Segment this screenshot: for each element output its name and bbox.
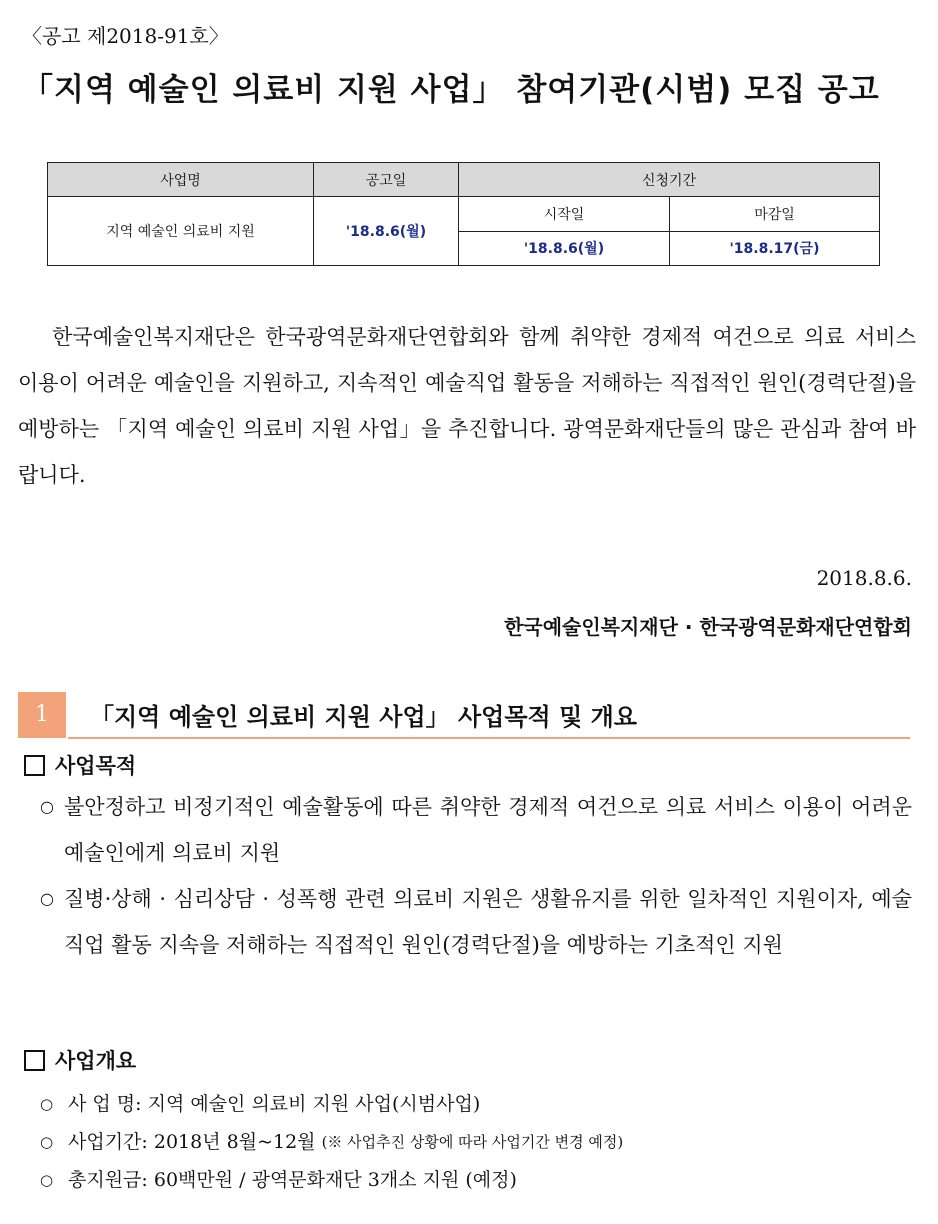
header-project: 사업명 <box>48 163 314 197</box>
header-application-period: 신청기간 <box>459 163 880 197</box>
signature-date: 2018.8.6. <box>816 566 912 590</box>
overview-name-value: 지역 예술인 의료비 지원 사업(시범사업) <box>147 1093 481 1115</box>
purpose-heading-text: 사업목적 <box>55 754 137 778</box>
overview-list <box>40 1085 623 1199</box>
checkbox-square-icon <box>24 755 45 776</box>
intro-text: 한국예술인복지재단은 한국광역문화재단연합회와 함께 취약한 경제적 여건으로 의료 서비스 이용이 어려운 예술인을 지원하고, 지속적인 예술직업 활동을 저해하는 직접적인 원인(경력단절)을 예방하는 「지역 예술인 의료비 지원 사업」을 추진합니다. 광역문화재단들의 많은 관심과 참여 바랍니다. <box>18 325 916 487</box>
cell-end-date: '18.8.17(금) <box>670 231 880 266</box>
list-item <box>40 876 912 968</box>
overview-fund-label: 총지원금: <box>68 1169 148 1191</box>
info-table <box>47 162 880 266</box>
checkbox-square-icon <box>24 1050 45 1071</box>
purpose-bullet-2: 질병·상해 · 심리상담 · 성폭행 관련 의료비 지원은 생활유지를 위한 일차적인 지원이자, 예술직업 활동 지속을 저해하는 직접적인 원인(경력단절)을 예방하는 기초적인 지원 <box>64 887 912 957</box>
overview-name-label: 사 업 명: <box>68 1093 142 1115</box>
circle-bullet-icon: ○ <box>40 1133 54 1151</box>
list-item <box>40 1123 623 1161</box>
overview-fund-value: 60백만원 / 광역문화재단 3개소 지원 (예정) <box>153 1169 517 1191</box>
notice-number: 〈공고 제2018-91호〉 <box>22 24 229 48</box>
header-announce-date: 공고일 <box>314 163 459 197</box>
section-number-badge: 1 <box>18 692 66 738</box>
section-divider <box>68 737 910 739</box>
list-item <box>40 784 912 876</box>
list-item <box>40 1085 623 1123</box>
cell-announce-date: '18.8.6(월) <box>314 197 459 266</box>
overview-period-value: 2018년 8월~12월 <box>153 1131 316 1153</box>
purpose-bullets <box>40 784 912 968</box>
list-item <box>40 1161 623 1199</box>
purpose-bullet-1: 불안정하고 비정기적인 예술활동에 따른 취약한 경제적 여건으로 의료 서비스 이용이 어려운 예술인에게 의료비 지원 <box>64 795 912 865</box>
overview-heading <box>24 1045 136 1075</box>
circle-bullet-icon: ○ <box>40 889 54 908</box>
overview-period-note: (※ 사업추진 상황에 따라 사업기간 변경 예정) <box>321 1133 624 1151</box>
circle-bullet-icon: ○ <box>40 1171 54 1189</box>
circle-bullet-icon: ○ <box>40 1095 54 1113</box>
overview-period-label: 사업기간: <box>68 1131 148 1153</box>
document-title: 「지역 예술인 의료비 지원 사업」 참여기관(시범) 모집 공고 <box>22 72 880 108</box>
cell-project-name: 지역 예술인 의료비 지원 <box>48 197 314 266</box>
section-title: 「지역 예술인 의료비 지원 사업」 사업목적 및 개요 <box>90 703 637 731</box>
cell-start-date: '18.8.6(월) <box>459 231 670 266</box>
header-end-date: 마감일 <box>670 197 880 232</box>
signature-organizations: 한국예술인복지재단 · 한국광역문화재단연합회 <box>504 615 912 639</box>
purpose-heading <box>24 750 136 780</box>
overview-heading-text: 사업개요 <box>55 1049 137 1073</box>
header-start-date: 시작일 <box>459 197 670 232</box>
circle-bullet-icon: ○ <box>40 797 54 816</box>
intro-paragraph <box>18 314 916 498</box>
